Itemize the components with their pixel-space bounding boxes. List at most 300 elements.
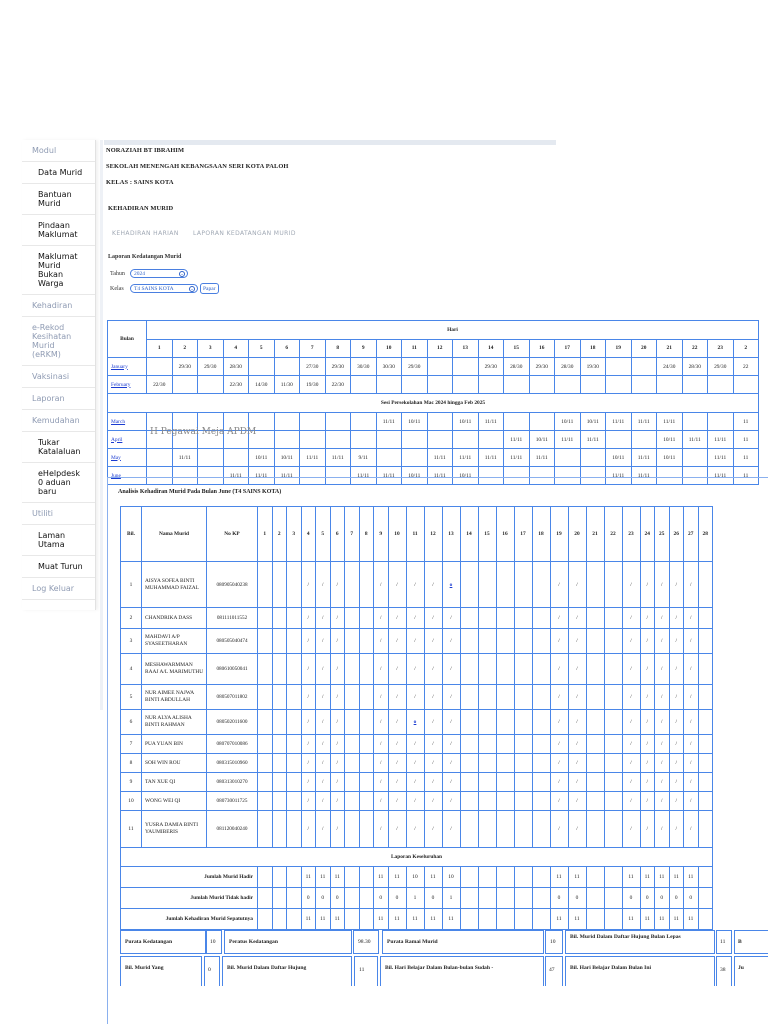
table-row — [121, 710, 712, 734]
month-cell — [300, 413, 325, 430]
attendance-mark — [273, 710, 287, 734]
attendance-mark — [515, 754, 532, 772]
summary-value — [497, 909, 514, 929]
attendance-mark: / — [443, 654, 460, 684]
absent-mark[interactable]: o — [443, 562, 460, 607]
summary-value — [533, 909, 550, 929]
attendance-mark: / — [623, 654, 640, 684]
attendance-mark — [533, 792, 550, 810]
attendance-mark — [699, 773, 713, 791]
attendance-mark: / — [655, 811, 669, 847]
attendance-mark — [360, 792, 374, 810]
truncated-text-1: B — [738, 939, 742, 945]
month-cell: 27/30 — [300, 358, 325, 375]
attendance-mark: / — [389, 811, 406, 847]
attendance-mark: / — [551, 735, 568, 753]
month-cell — [198, 376, 223, 393]
attendance-mark: / — [569, 685, 586, 709]
month-cell: 28/30 — [504, 358, 529, 375]
attendance-mark: / — [331, 654, 345, 684]
attendance-mark — [533, 562, 550, 607]
month-row — [108, 376, 758, 393]
student-attendance-grid — [120, 506, 713, 930]
month-cell — [275, 431, 300, 448]
month-cell: 11/11 — [453, 449, 478, 466]
attendance-mark — [287, 811, 301, 847]
attendance-mark — [258, 735, 272, 753]
sidebar-section-15[interactable]: Log Keluar — [22, 578, 95, 600]
attendance-mark — [479, 792, 496, 810]
year-label: Tahun — [110, 271, 125, 277]
month-cell: 22 — [734, 358, 759, 375]
summary-value — [273, 867, 287, 887]
table-row — [121, 754, 712, 772]
month-cell: 22/30 — [147, 376, 172, 393]
attendance-mark: / — [316, 710, 330, 734]
day-header: 21 — [657, 340, 682, 358]
month-link[interactable]: June — [111, 472, 121, 479]
month-cell — [504, 376, 529, 393]
attendance-mark — [461, 754, 478, 772]
attendance-mark — [479, 773, 496, 791]
attendance-mark: / — [655, 710, 669, 734]
day-header: 28 — [699, 507, 713, 561]
student-name: YUSRA DAMIA BINTI YAUMIBERIS — [142, 811, 206, 847]
attendance-mark — [605, 685, 622, 709]
attendance-mark: / — [641, 654, 655, 684]
summary-value — [461, 888, 478, 908]
sidebar-item-14[interactable]: Muat Turun — [22, 556, 95, 578]
attendance-mark: / — [407, 754, 424, 772]
summary-value: 11 — [374, 867, 388, 887]
attendance-mark: / — [623, 754, 640, 772]
summary-value: 0 — [316, 888, 330, 908]
month-cell: 11/11 — [173, 449, 198, 466]
attendance-mark: / — [655, 735, 669, 753]
month-cell: 11 — [734, 467, 759, 484]
attendance-mark: / — [302, 685, 316, 709]
month-cell: 19/30 — [300, 376, 325, 393]
attendance-mark: / — [331, 754, 345, 772]
attendance-mark — [497, 654, 514, 684]
student-name: MESHAWARMMAN RAAJ A/L MARIMUTHU — [142, 654, 206, 684]
bil-daftar-hujung-label: Bil. Murid Dalam Daftar Hujung — [227, 965, 307, 971]
attendance-mark: / — [374, 608, 388, 628]
month-cell — [479, 376, 504, 393]
attendance-mark: / — [551, 608, 568, 628]
day-header: 6 — [275, 340, 300, 358]
sidebar-section-6[interactable]: e-Rekod Kesihatan Murid (eRKM) — [22, 317, 95, 366]
attendance-mark — [497, 629, 514, 653]
month-cell — [708, 413, 733, 430]
summary-value: 0 — [670, 888, 684, 908]
summary-value — [461, 909, 478, 929]
summary-value — [587, 867, 604, 887]
year-value: 2024 — [134, 271, 145, 277]
summary-value: 11 — [551, 909, 568, 929]
sidebar-item-4[interactable]: Maklumat Murid Bukan Warga — [22, 246, 95, 295]
attendance-mark — [287, 608, 301, 628]
attendance-mark: / — [443, 629, 460, 653]
summary-value: 11 — [407, 909, 424, 929]
sidebar-section-7[interactable]: Vaksinasi — [22, 366, 95, 388]
month-link[interactable]: March — [111, 418, 126, 425]
table-row — [121, 735, 712, 753]
attendance-mark — [479, 754, 496, 772]
attendance-mark: / — [641, 735, 655, 753]
attendance-mark: / — [443, 792, 460, 810]
attendance-mark: / — [316, 685, 330, 709]
row-bil: 11 — [121, 811, 141, 847]
day-header: 20 — [632, 340, 657, 358]
attendance-mark — [497, 608, 514, 628]
month-cell — [326, 431, 351, 448]
day-header: 2 — [273, 507, 287, 561]
bil-daftar-hujung-value-box — [354, 956, 378, 986]
session-label: Sesi Persekolahan Mac 2024 hingga Feb 2025 — [108, 394, 758, 412]
month-link[interactable]: April — [111, 436, 123, 443]
bil-hari-sudah-value-box — [545, 956, 563, 986]
attendance-mark — [273, 654, 287, 684]
attendance-mark: / — [443, 608, 460, 628]
attendance-mark — [345, 629, 359, 653]
attendance-mark — [605, 562, 622, 607]
attendance-mark: / — [551, 654, 568, 684]
chevron-down-icon: ⌄ — [180, 271, 184, 276]
attendance-mark: / — [425, 754, 442, 772]
attendance-mark — [605, 654, 622, 684]
day-header: 7 — [300, 340, 325, 358]
attendance-mark: / — [623, 608, 640, 628]
attendance-mark: / — [374, 792, 388, 810]
peratus-box — [224, 930, 352, 954]
attendance-mark: / — [316, 654, 330, 684]
summary-value: 11 — [316, 867, 330, 887]
summary-value: 1 — [407, 888, 424, 908]
attendance-mark: / — [551, 792, 568, 810]
attendance-mark: / — [331, 811, 345, 847]
sidebar-section-5[interactable]: Kehadiran — [22, 295, 95, 317]
summary-row — [121, 909, 712, 929]
purata-kedatangan-label: Purata Kedatangan — [125, 939, 173, 945]
month-cell — [530, 376, 555, 393]
attendance-mark — [287, 654, 301, 684]
attendance-mark: / — [670, 629, 684, 653]
attendance-mark — [258, 754, 272, 772]
truncated-text-2: Ju — [738, 965, 744, 971]
day-header: 14 — [461, 507, 478, 561]
attendance-mark: / — [374, 654, 388, 684]
month-cell — [683, 376, 708, 393]
absent-mark[interactable]: o — [407, 710, 424, 734]
month-cell: 11/11 — [581, 431, 606, 448]
month-cell — [453, 358, 478, 375]
sidebar-item-13[interactable]: Laman Utama — [22, 525, 95, 556]
attendance-mark: / — [302, 735, 316, 753]
summary-value: 11 — [425, 909, 442, 929]
attendance-mark — [515, 685, 532, 709]
summary-row — [121, 888, 712, 908]
summary-value: 11 — [623, 909, 640, 929]
summary-label: Jumlah Kehadiran Murid Sepatutnya — [121, 909, 257, 929]
attendance-mark: / — [425, 685, 442, 709]
student-kp: 081111011552 — [207, 608, 257, 628]
sidebar-item-10[interactable]: Tukar Katalaluan — [22, 432, 95, 463]
summary-value: 11 — [684, 909, 698, 929]
attendance-mark: / — [302, 773, 316, 791]
month-cell: 11/11 — [428, 467, 453, 484]
attendance-mark — [515, 792, 532, 810]
summary-value: 1 — [443, 888, 460, 908]
tab-laporan-kedatangan[interactable]: LAPORAN KEDATANGAN MURID — [193, 230, 296, 237]
attendance-mark: / — [670, 710, 684, 734]
month-cell: 29/30 — [326, 358, 351, 375]
month-cell — [224, 449, 249, 466]
attendance-mark — [699, 792, 713, 810]
attendance-mark — [605, 773, 622, 791]
day-header: 10 — [389, 507, 406, 561]
day-header: 23 — [623, 507, 640, 561]
sidebar-section-8[interactable]: Laporan — [22, 388, 95, 410]
attendance-mark — [605, 608, 622, 628]
day-header: 9 — [374, 507, 388, 561]
attendance-mark — [479, 654, 496, 684]
month-cell — [632, 431, 657, 448]
tab-kehadiran-harian[interactable]: KEHADIRAN HARIAN — [112, 230, 179, 237]
attendance-mark: / — [641, 608, 655, 628]
sidebar-section-12[interactable]: Utiliti — [22, 503, 95, 525]
row-bil: 8 — [121, 754, 141, 772]
day-header: 2 — [173, 340, 198, 358]
summary-value — [699, 867, 713, 887]
row-bil: 9 — [121, 773, 141, 791]
month-link[interactable]: January — [111, 363, 128, 370]
sidebar-section-0[interactable]: Modul — [22, 140, 95, 162]
attendance-mark — [287, 773, 301, 791]
month-cell — [428, 376, 453, 393]
attendance-mark: / — [425, 654, 442, 684]
attendance-mark: / — [670, 792, 684, 810]
attendance-mark: / — [407, 608, 424, 628]
attendance-mark: / — [443, 754, 460, 772]
summary-value: 10 — [407, 867, 424, 887]
sidebar-scrollbar[interactable] — [100, 140, 103, 710]
summary-value — [479, 867, 496, 887]
attendance-mark — [273, 562, 287, 607]
attendance-mark — [360, 608, 374, 628]
attendance-mark — [360, 773, 374, 791]
table-row — [121, 654, 712, 684]
attendance-mark: / — [443, 710, 460, 734]
analysis-title: Analisis Kehadiran Murid Pada Bulan June (T4 SAINS KOTA) — [118, 489, 282, 495]
attendance-mark — [287, 710, 301, 734]
purata-ramai-label: Purata Ramai Murid — [387, 939, 438, 945]
sidebar-item-1[interactable]: Data Murid — [22, 162, 95, 184]
summary-value: 0 — [623, 888, 640, 908]
month-cell — [147, 358, 172, 375]
student-kp: 081120040240 — [207, 811, 257, 847]
bil-murid-yang-label: Bil. Murid Yang — [125, 965, 164, 971]
sidebar-item-2[interactable]: Bantuan Murid — [22, 184, 95, 215]
month-cell: 11/11 — [683, 431, 708, 448]
attendance-mark — [533, 811, 550, 847]
attendance-mark — [605, 629, 622, 653]
sidebar-item-3[interactable]: Pindaan Maklumat — [22, 215, 95, 246]
row-bil: 5 — [121, 685, 141, 709]
month-cell: 9/11 — [351, 449, 376, 466]
attendance-mark — [461, 629, 478, 653]
month-cell — [377, 449, 402, 466]
month-cell — [402, 449, 427, 466]
attendance-mark: / — [655, 608, 669, 628]
summary-value: 11 — [569, 909, 586, 929]
month-link[interactable]: February — [111, 381, 131, 388]
month-cell — [402, 431, 427, 448]
attendance-mark: / — [655, 792, 669, 810]
attendance-mark: / — [655, 562, 669, 607]
attendance-mark: / — [569, 608, 586, 628]
month-cell: 11/30 — [275, 376, 300, 393]
student-name: MAHDAVI A/P SYASEETHARAN — [142, 629, 206, 653]
day-header: 25 — [655, 507, 669, 561]
attendance-mark — [287, 792, 301, 810]
bil-daftar-hujung-value: 11 — [359, 967, 365, 973]
student-kp: 080905040238 — [207, 562, 257, 607]
attendance-mark — [587, 735, 604, 753]
summary-value: 11 — [374, 909, 388, 929]
attendance-mark — [699, 754, 713, 772]
day-header: 19 — [606, 340, 631, 358]
month-cell: 29/30 — [173, 358, 198, 375]
attendance-mark — [587, 754, 604, 772]
year-select[interactable] — [130, 269, 188, 278]
summary-value — [479, 888, 496, 908]
attendance-mark — [699, 562, 713, 607]
summary-value: 11 — [551, 867, 568, 887]
attendance-mark — [360, 754, 374, 772]
month-cell: 29/30 — [479, 358, 504, 375]
attendance-mark: / — [641, 773, 655, 791]
month-cell: 29/30 — [402, 358, 427, 375]
table-row — [121, 792, 712, 810]
attendance-mark: / — [443, 685, 460, 709]
attendance-mark — [345, 608, 359, 628]
attendance-mark: / — [331, 608, 345, 628]
papar-button[interactable]: Papar — [200, 283, 219, 294]
attendance-mark: / — [302, 792, 316, 810]
day-header: 12 — [428, 340, 453, 358]
row-bil: 10 — [121, 792, 141, 810]
summary-value: 11 — [389, 867, 406, 887]
day-header: 2 — [734, 340, 759, 358]
month-cell — [606, 376, 631, 393]
sidebar-section-9[interactable]: Kemudahan — [22, 410, 95, 432]
day-header: 11 — [407, 507, 424, 561]
attendance-mark — [461, 773, 478, 791]
student-kp: 080730011725 — [207, 792, 257, 810]
purata-ramai-box — [382, 930, 544, 954]
col-kp: No KP — [207, 507, 257, 561]
attendance-mark: / — [316, 608, 330, 628]
attendance-mark — [497, 811, 514, 847]
attendance-mark: / — [374, 811, 388, 847]
attendance-mark: / — [623, 792, 640, 810]
summary-value — [515, 909, 532, 929]
summary-value — [258, 909, 272, 929]
attendance-mark — [258, 792, 272, 810]
attendance-mark: / — [316, 629, 330, 653]
attendance-mark: / — [670, 811, 684, 847]
summary-value: 11 — [623, 867, 640, 887]
attendance-mark: / — [655, 773, 669, 791]
col-hari: Hari — [147, 321, 758, 339]
purata-ramai-value: 10 — [550, 939, 556, 945]
summary-value — [345, 888, 359, 908]
student-name: TAN XUE QI — [142, 773, 206, 791]
day-header: 8 — [326, 340, 351, 358]
day-header: 4 — [302, 507, 316, 561]
attendance-mark: / — [407, 562, 424, 607]
day-header: 1 — [258, 507, 272, 561]
day-header: 14 — [479, 340, 504, 358]
sidebar-item-11[interactable]: eHelpdesk 0 aduan baru — [22, 463, 95, 503]
summary-value — [461, 867, 478, 887]
bil-murid-yang-value-box — [204, 956, 220, 986]
day-header: 4 — [224, 340, 249, 358]
attendance-mark — [699, 735, 713, 753]
day-header: 18 — [581, 340, 606, 358]
summary-value — [258, 888, 272, 908]
attendance-mark — [345, 735, 359, 753]
purata-kedatangan-box — [120, 930, 206, 954]
month-cell: 10/11 — [249, 449, 274, 466]
summary-value: 11 — [670, 909, 684, 929]
day-header: 9 — [351, 340, 376, 358]
summary-value — [258, 867, 272, 887]
month-cell — [453, 431, 478, 448]
attendance-mark: / — [569, 735, 586, 753]
day-header: 10 — [377, 340, 402, 358]
month-cell: 11/11 — [275, 467, 300, 484]
summary-value: 11 — [389, 909, 406, 929]
summary-value — [345, 867, 359, 887]
month-cell — [632, 376, 657, 393]
attendance-mark: / — [684, 685, 698, 709]
attendance-mark: / — [684, 654, 698, 684]
attendance-mark — [533, 710, 550, 734]
attendance-mark — [515, 773, 532, 791]
summary-value — [360, 888, 374, 908]
month-cell: 29/30 — [198, 358, 223, 375]
summary-value: 11 — [302, 867, 316, 887]
attendance-mark: / — [684, 608, 698, 628]
day-header: 23 — [708, 340, 733, 358]
attendance-mark: / — [551, 754, 568, 772]
attendance-mark — [345, 773, 359, 791]
attendance-mark — [345, 562, 359, 607]
bil-hari-ini-box — [565, 956, 715, 986]
attendance-mark — [273, 773, 287, 791]
day-header: 11 — [402, 340, 427, 358]
attendance-mark — [345, 685, 359, 709]
month-cell: 10/11 — [657, 449, 682, 466]
class-select[interactable] — [130, 284, 198, 293]
attendance-mark — [587, 792, 604, 810]
month-link[interactable]: May — [111, 454, 121, 461]
attendance-mark: / — [302, 629, 316, 653]
month-cell: 11/11 — [632, 449, 657, 466]
sidebar-nav — [22, 140, 96, 610]
